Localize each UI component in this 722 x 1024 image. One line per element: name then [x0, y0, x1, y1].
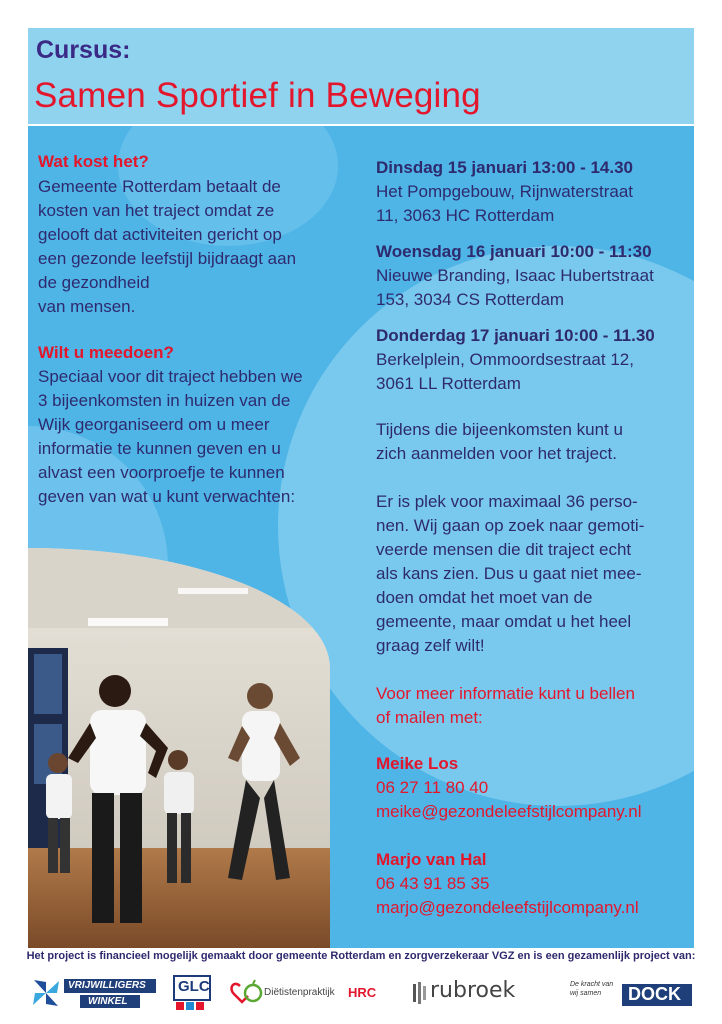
dock-logo[interactable] [570, 974, 696, 1012]
event-date: Donderdag 17 januari 10:00 - 11.30 [376, 326, 655, 345]
text-line: graag zelf wilt! [376, 636, 485, 655]
contact-phone[interactable]: 06 43 91 85 35 [376, 874, 490, 893]
event-location: 3061 LL Rotterdam [376, 374, 521, 393]
event-location: 11, 3063 HC Rotterdam [376, 206, 555, 225]
header-banner [28, 28, 694, 124]
text-line: of mailen met: [376, 708, 483, 727]
logo-text: DOCK [628, 984, 681, 1004]
text-line: zich aanmelden voor het traject. [376, 444, 617, 463]
event-location: Het Pompgebouw, Rijnwaterstraat [376, 182, 634, 201]
logo-text: rubroek [430, 978, 516, 1003]
text-line: doen omdat het moet van de [376, 588, 593, 607]
contact-name: Marjo van Hal [376, 850, 487, 869]
text-line: 3 bijeenkomsten in huizen van de [38, 391, 291, 410]
text-line: Er is plek voor maximaal 36 perso- [376, 492, 638, 511]
contact-block [376, 848, 706, 920]
logo-text: HRC [348, 985, 377, 1000]
text-line: Voor meer informatie kunt u bellen [376, 684, 635, 703]
event-location: 153, 3034 CS Rotterdam [376, 290, 565, 309]
text-line: een gezonde leefstijl bijdraagt aan [38, 249, 297, 268]
text-line: de gezondheid [38, 273, 150, 292]
vrijwilligerswinkel-logo[interactable] [28, 974, 158, 1012]
text-line: informatie te kunnen geven en u [38, 439, 281, 458]
text-line: veerde mensen die dit traject echt [376, 540, 632, 559]
text-line: Tijdens die bijeenkomsten kunt u [376, 420, 623, 439]
course-label: Cursus: [36, 36, 131, 64]
text-line: nen. Wij gaan op zoek naar gemoti- [376, 516, 645, 535]
contact-email[interactable]: meike@gezondeleefstijlcompany.nl [376, 802, 642, 821]
partner-logos [22, 970, 702, 1016]
text-line: als kans zien. Dus u gaat niet mee- [376, 564, 642, 583]
pinwheel-icon [33, 980, 59, 1006]
logo-text: WINKEL [88, 996, 128, 1007]
event-location: Berkelplein, Ommoordsestraat 12, [376, 350, 634, 369]
text-line: kosten van het traject omdat ze [38, 201, 275, 220]
text-line: alvast een voorproefje te kunnen [38, 463, 285, 482]
event-location: Nieuwe Branding, Isaac Hubertstraat [376, 266, 654, 285]
glc-logo[interactable] [172, 974, 212, 1012]
section-heading: Wat kost het? [38, 152, 149, 171]
register-paragraph [376, 418, 706, 466]
event-block [376, 240, 706, 312]
dance-class-photo [28, 548, 330, 948]
section-heading: Wilt u meedoen? [38, 343, 174, 362]
contact-phone[interactable]: 06 27 11 80 40 [376, 778, 489, 797]
text-line: geven van wat u kunt verwachten: [38, 487, 296, 506]
contact-name: Meike Los [376, 754, 459, 773]
event-date: Woensdag 16 januari 10:00 - 11:30 [376, 242, 652, 261]
heart-apple-icon [228, 974, 268, 1012]
logo-text: VRIJWILLIGERS [68, 980, 146, 991]
places-paragraph [376, 490, 706, 658]
rubroek-logo[interactable] [410, 974, 550, 1012]
event-block [376, 324, 706, 396]
text-line: van mensen. [38, 297, 136, 316]
logo-text: De kracht van wij samen [570, 981, 614, 997]
funding-note: Het project is financieel mogelijk gemaakt door gemeente Rotterdam en zorgverzekeraar VGZ en is een gezamenlijk project van: [26, 950, 696, 962]
logo-text: Diëtistenpraktijk [264, 987, 335, 998]
left-column [38, 150, 348, 509]
contact-email[interactable]: marjo@gezondeleefstijlcompany.nl [376, 898, 639, 917]
dietistenpraktijk-hrc-logo[interactable] [228, 974, 388, 1012]
text-line: Speciaal voor dit traject hebben we [38, 367, 303, 386]
contact-block [376, 752, 706, 824]
logo-text: GLC [178, 978, 210, 995]
text-line: gelooft dat activiteiten gericht op [38, 225, 282, 244]
text-line: gemeente, maar omdat u het heel [376, 612, 632, 631]
info-paragraph [376, 682, 706, 730]
event-block [376, 156, 706, 228]
course-title: Samen Sportief in Beweging [34, 76, 481, 115]
event-date: Dinsdag 15 januari 13:00 - 14.30 [376, 158, 634, 177]
text-line: Gemeente Rotterdam betaalt de [38, 177, 281, 196]
right-column [376, 156, 706, 920]
text-line: Wijk georganiseerd om u meer [38, 415, 270, 434]
